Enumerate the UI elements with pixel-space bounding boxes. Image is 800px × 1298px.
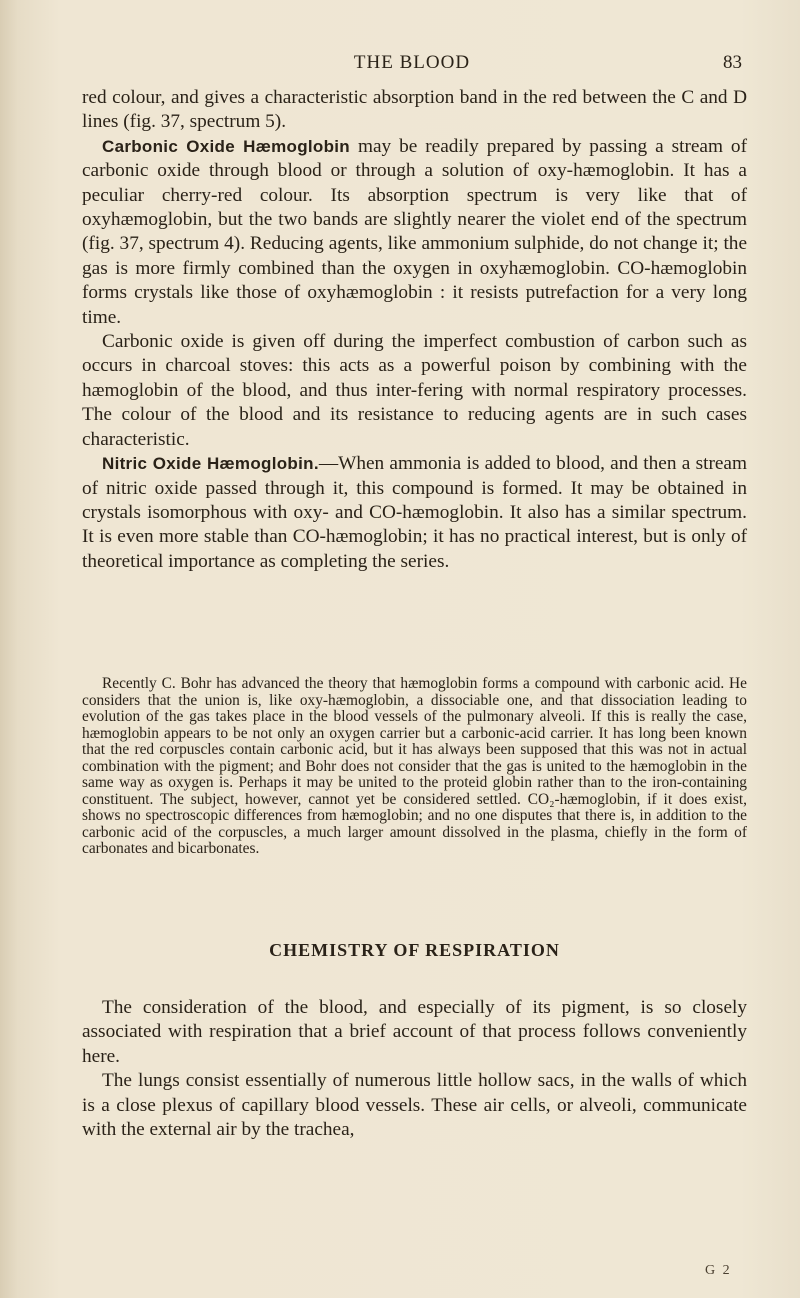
carbonic-oxide-heading: Carbonic Oxide Hæmoglobin bbox=[102, 136, 350, 156]
paragraph-lungs: The lungs consist essentially of numerous little hollow sacs, in the walls of which is a close plexus of capillary blood vessels. These air cells, or alveoli, communicate with the external air by the trachea, bbox=[82, 1070, 747, 1141]
note-paragraph: Recently C. Bohr has advanced the theory that hæmoglobin forms a compound with carbonic acid. He considers that the union is, like oxy-hæmoglobin, a dissociable one, and that dissociation leading to evolution of the gas takes place in the blood vessels of the pulmonary alveoli. If this is really the case, hæmoglobin appears to be not only an oxygen carrier but a carbonic-acid carrier. It has long been known that the red corpuscles contain carbonic acid, but it has always been supposed that this was not in actual combination with the pigment; and Bohr does not consider that the gas is united to the hæmoglobin in the same way as oxygen is. Perhaps it may be united to the proteid globin rather than to the iron-containing constituent. The subject, however, cannot yet be considered settled. CO₂-hæmoglobin, if it does exist, shows no spectroscopic differences from hæmoglobin; and no one disputes that there is, in addition to the carbonic acid of the corpuscles, a much larger amount dissolved in the plasma, chiefly in the form of carbonates and bicarbonates. bbox=[82, 675, 747, 857]
main-text bbox=[82, 86, 747, 574]
carbonic-oxide-text: may be readily prepared by passing a stream of carbonic oxide through blood or through a solution of oxy-hæmoglobin. It has a peculiar cherry-red colour. Its absorption spectrum is very like that of oxyhæmoglobin, but the two bands are slightly nearer the violet end of the spectrum (fig. 37, spectrum 4). Reducing agents, like ammonium sulphide, do not change it; the gas is more firmly combined than the oxygen in oxyhæmoglobin. CO-hæmoglobin forms crystals like those of oxyhæmoglobin : it resists putrefaction for a very long time. bbox=[82, 135, 747, 328]
running-title: THE BLOOD bbox=[353, 52, 471, 73]
section-heading: CHEMISTRY OF RESPIRATION bbox=[269, 940, 560, 960]
small-print-note bbox=[82, 676, 747, 858]
paragraph-respiration-intro: The consideration of the blood, and especially of its pigment, is so closely associated with respiration that a brief account of that process follows conveniently here. bbox=[82, 997, 747, 1067]
nitric-oxide-text: —When ammonia is added to blood, and then a stream of nitric oxide passed through it, this compound is formed. It may be obtained in crystals isomorphous with oxy- and CO-hæmoglobin. It also has a similar spectrum. It is even more stable than CO-hæmoglobin; it has no practical interest, but is only of theoretical importance as completing the series. bbox=[82, 453, 747, 572]
respiration-text bbox=[82, 996, 747, 1142]
signature-mark: G 2 bbox=[705, 1263, 732, 1278]
page-number: 83 bbox=[723, 52, 742, 73]
paragraph-red-colour: red colour, and gives a characteristic absorption band in the red between the C and D lines (fig. 37, spectrum 5). bbox=[82, 87, 747, 133]
paragraph-nitric-oxide bbox=[82, 452, 747, 574]
paragraph-carbonic-oxide-poison: Carbonic oxide is given off during the imperfect combustion of carbon such as occurs in charcoal stoves: this acts as a powerful poison by combining with the hæmoglobin of the blood, and thus inter-fering with normal respiratory processes. The colour of the blood and its resistance to reducing agents are in such cases characteristic. bbox=[82, 331, 747, 450]
nitric-oxide-heading: Nitric Oxide Hæmoglobin. bbox=[102, 454, 319, 474]
page-header bbox=[82, 52, 742, 78]
paragraph-carbonic-oxide bbox=[82, 135, 747, 330]
